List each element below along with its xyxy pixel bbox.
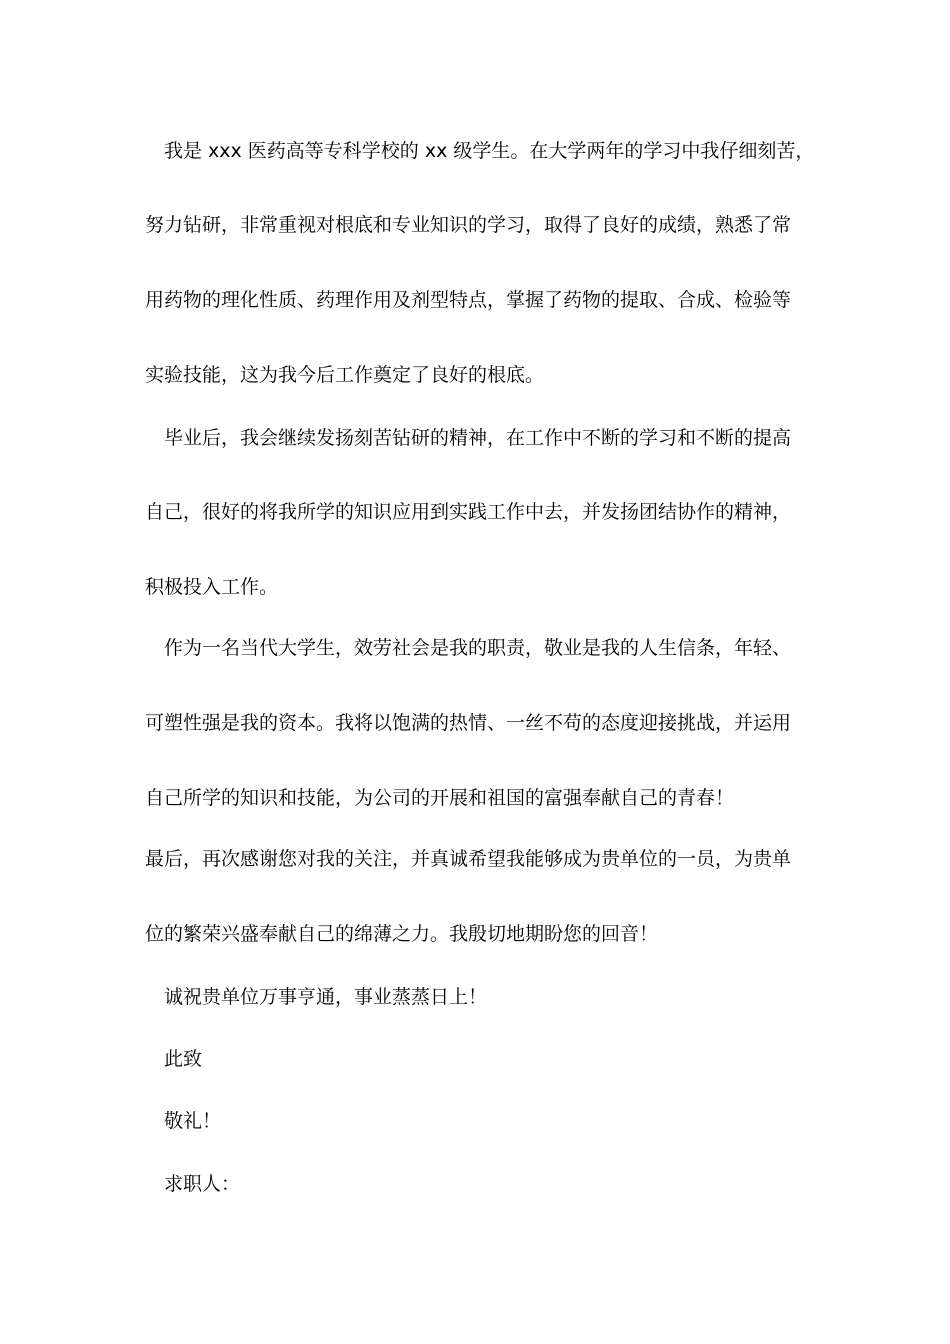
paragraph-2-line-1: 毕业后，我会继续发扬刻苦钻研的精神，在工作中不断的学习和不断的提高 xyxy=(164,427,792,449)
paragraph-4-line-2: 位的繁荣兴盛奉献自己的绵薄之力。我殷切地期盼您的回音！ xyxy=(145,923,659,945)
paragraph-3-line-3: 自己所学的知识和技能，为公司的开展和祖国的富强奉献自己的青春！ xyxy=(145,787,735,809)
paragraph-3-line-2: 可塑性强是我的资本。我将以饱满的热情、一丝不苟的态度迎接挑战，并运用 xyxy=(145,712,792,734)
paragraph-1-line-4: 实验技能，这为我今后工作奠定了良好的根底。 xyxy=(145,364,545,386)
paragraph-4-line-1: 最后，再次感谢您对我的关注，并真诚希望我能够成为贵单位的一员，为贵单 xyxy=(145,848,792,870)
paragraph-2-line-2: 自己，很好的将我所学的知识应用到实践工作中去，并发扬团结协作的精神， xyxy=(145,501,792,523)
paragraph-1-line-1: 我是 xxx 医药高等专科学校的 xx 级学生。在大学两年的学习中我仔细刻苦， xyxy=(164,140,815,162)
closing-salutation: 此致 xyxy=(164,1048,203,1070)
paragraph-2-line-3: 积极投入工作。 xyxy=(145,576,279,598)
closing-wish: 诚祝贵单位万事亨通，事业蒸蒸日上！ xyxy=(164,986,488,1008)
paragraph-1-line-2: 努力钻研，非常重视对根底和专业知识的学习，取得了良好的成绩，熟悉了常 xyxy=(145,214,792,236)
closing-respect: 敬礼！ xyxy=(164,1110,222,1132)
signature-label: 求职人： xyxy=(164,1173,241,1195)
paragraph-3-line-1: 作为一名当代大学生，效劳社会是我的职责，敬业是我的人生信条，年轻、 xyxy=(164,637,792,659)
paragraph-1-line-3: 用药物的理化性质、药理作用及剂型特点，掌握了药物的提取、合成、检验等 xyxy=(145,289,792,311)
